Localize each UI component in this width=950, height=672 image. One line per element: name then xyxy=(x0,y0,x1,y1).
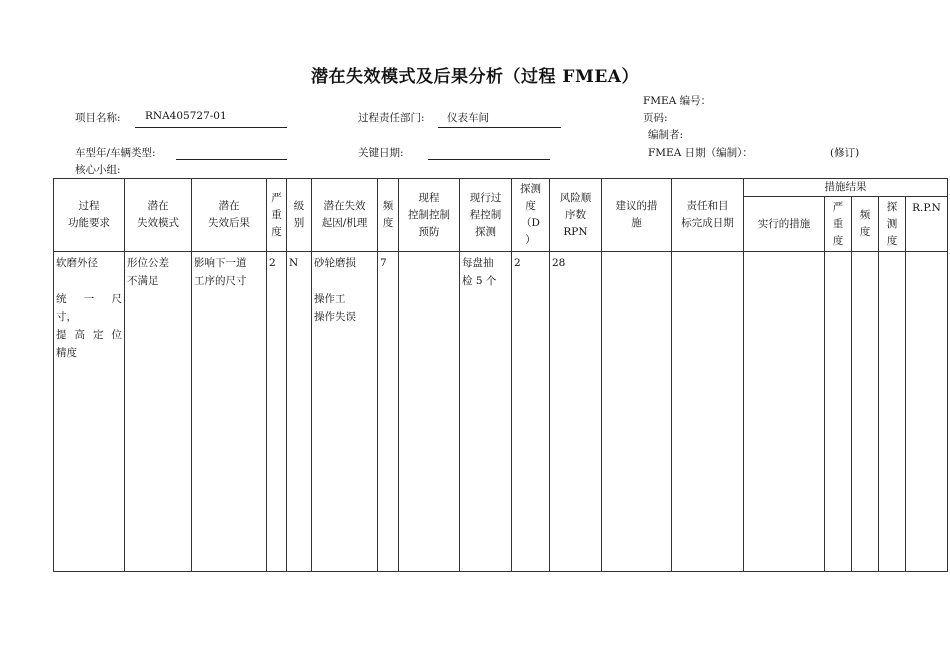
failure-mode-line2: 不满足 xyxy=(127,275,159,287)
cell-occurrence: 7 xyxy=(378,252,399,572)
header-rpn-line1: 风险顺 xyxy=(559,191,592,204)
cell-cause xyxy=(312,252,378,572)
key-date-label: 关键日期: xyxy=(358,147,404,159)
header-result-detection-line1: 探 xyxy=(886,200,898,213)
key-date-underline xyxy=(428,159,550,160)
process-dept-value: 仪表车间 xyxy=(447,112,489,124)
header-detection-control xyxy=(460,179,512,252)
header-detection-line4: ） xyxy=(525,234,536,246)
header-failure-mode xyxy=(125,179,192,252)
fmea-number-label: FMEA 编号： xyxy=(643,95,712,107)
header-class-line2: 别 xyxy=(293,217,305,229)
project-name-label: 项目名称: xyxy=(75,112,121,124)
header-detection-line2: 度 xyxy=(525,200,536,212)
process-function-line6: 精度 xyxy=(56,347,77,359)
header-detection-line3: （D xyxy=(521,217,540,229)
header-occurrence-line2: 度 xyxy=(382,217,394,229)
header-detection-control-line2: 程控制 xyxy=(469,208,502,221)
header-prevention-line1: 现程 xyxy=(418,191,440,204)
cause-line1: 砂轮磨损 xyxy=(314,257,356,269)
table-row xyxy=(54,252,948,572)
revised-label: (修订) xyxy=(830,147,860,159)
header-result-occurrence-line2: 度 xyxy=(859,226,871,238)
header-recommended-line1: 建议的措 xyxy=(615,200,658,212)
header-detection-control-line1: 现行过 xyxy=(469,191,502,204)
cell-failure-effect xyxy=(192,252,267,572)
header-detection xyxy=(512,179,550,252)
header-result-occurrence-line1: 频 xyxy=(859,209,871,221)
header-process-function-line2: 功能要求 xyxy=(68,217,110,229)
process-function-line2 xyxy=(56,272,122,290)
header-cause xyxy=(312,179,378,252)
detection-control-line2: 检 5 个 xyxy=(462,275,497,287)
header-rpn-line2: 序数 xyxy=(565,208,586,221)
cell-result-detection xyxy=(879,252,906,572)
cell-process-function xyxy=(54,252,125,572)
fmea-table xyxy=(53,178,948,572)
header-cause-line1: 潜在失效 xyxy=(323,200,366,212)
header-failure-effect xyxy=(192,179,267,252)
header-result-severity-line1: 严 xyxy=(832,200,844,213)
cell-rpn: 28 xyxy=(550,252,602,572)
header-result-severity-line2: 重 xyxy=(832,217,844,230)
cell-actions-taken xyxy=(744,252,825,572)
header-severity-line3: 度 xyxy=(271,225,282,238)
header-responsibility-line1: 责任和目 xyxy=(686,200,729,212)
table-header-row xyxy=(54,179,948,197)
preparer-label: 编制者: xyxy=(648,129,684,141)
vehicle-type-underline xyxy=(176,159,287,160)
process-function-line1: 软磨外径 xyxy=(56,257,98,269)
header-class xyxy=(287,179,312,252)
cell-severity: 2 xyxy=(267,252,287,572)
header-prevention-line3: 预防 xyxy=(418,225,440,238)
core-team-label: 核心小组: xyxy=(75,164,121,176)
header-occurrence-line1: 频 xyxy=(382,200,394,212)
process-function-line5: 提 高 定 位 xyxy=(56,329,122,341)
header-result-detection xyxy=(879,197,906,252)
header-actions-taken: 实行的措施 xyxy=(744,197,825,252)
header-detection-line1: 探测 xyxy=(520,183,541,195)
header-result-severity-line3: 度 xyxy=(832,234,844,247)
process-dept-label: 过程责任部门: xyxy=(358,112,425,124)
header-cause-line2: 起因/机理 xyxy=(321,217,368,229)
header-severity-line2: 重 xyxy=(271,208,282,221)
page-number-label: 页码: xyxy=(643,112,668,124)
cell-class: N xyxy=(287,252,312,572)
detection-control-line1: 每盘抽 xyxy=(462,257,494,269)
process-function-line4: 寸， xyxy=(56,311,77,323)
cell-result-occurrence xyxy=(852,252,879,572)
cell-result-severity xyxy=(825,252,852,572)
failure-effect-line1: 影响下一道 xyxy=(194,257,247,269)
cell-detection-control xyxy=(460,252,512,572)
cell-detection: 2 xyxy=(512,252,550,572)
cell-prevention-control xyxy=(399,252,460,572)
header-failure-effect-line1: 潜在 xyxy=(218,200,240,212)
header-failure-mode-line1: 潜在 xyxy=(147,200,169,212)
header-severity xyxy=(267,179,287,252)
cell-responsibility xyxy=(672,252,744,572)
header-recommended-actions xyxy=(602,179,672,252)
header-result-detection-line2: 测 xyxy=(886,217,898,230)
header-failure-effect-line2: 失效后果 xyxy=(208,217,250,229)
vehicle-type-label: 车型年/车辆类型: xyxy=(75,147,156,159)
header-recommended-line2: 施 xyxy=(631,217,642,229)
failure-effect-line2: 工序的尺寸 xyxy=(194,275,247,287)
cause-line2 xyxy=(314,272,375,290)
page-title: 潜在失效模式及后果分析（过程 FMEA） xyxy=(311,67,639,87)
cell-result-rpn xyxy=(906,252,948,572)
cause-line3: 操作工 xyxy=(314,293,346,305)
cell-failure-mode xyxy=(125,252,192,572)
header-prevention-control xyxy=(399,179,460,252)
header-result-detection-line3: 度 xyxy=(886,234,898,247)
header-responsibility xyxy=(672,179,744,252)
header-prevention-line2: 控制控制 xyxy=(408,208,450,221)
header-result-severity xyxy=(825,197,852,252)
project-name-value: RNA405727-01 xyxy=(145,110,227,122)
header-process-function xyxy=(54,179,125,252)
failure-mode-line1: 形位公差 xyxy=(127,257,169,269)
header-occurrence xyxy=(378,179,399,252)
header-rpn xyxy=(550,179,602,252)
header-rpn-line3: RPN xyxy=(563,225,588,238)
header-class-line1: 级 xyxy=(293,200,305,212)
fmea-date-label: FMEA 日期（编制）： xyxy=(648,147,753,159)
header-result-occurrence xyxy=(852,197,879,252)
header-detection-control-line3: 探测 xyxy=(475,225,496,238)
cell-recommended-actions xyxy=(602,252,672,572)
header-severity-line1: 严 xyxy=(271,191,282,204)
cause-line4: 操作失误 xyxy=(314,311,356,323)
process-function-line3: 统 一 尺 xyxy=(56,293,122,305)
header-responsibility-line2: 标完成日期 xyxy=(681,217,734,229)
project-name-underline xyxy=(135,127,287,128)
header-failure-mode-line2: 失效模式 xyxy=(137,217,179,229)
header-result-rpn: R.P.N xyxy=(906,197,948,252)
header-action-results: 措施结果 xyxy=(744,179,948,197)
process-dept-underline xyxy=(438,127,561,128)
header-process-function-line1: 过程 xyxy=(78,200,100,212)
